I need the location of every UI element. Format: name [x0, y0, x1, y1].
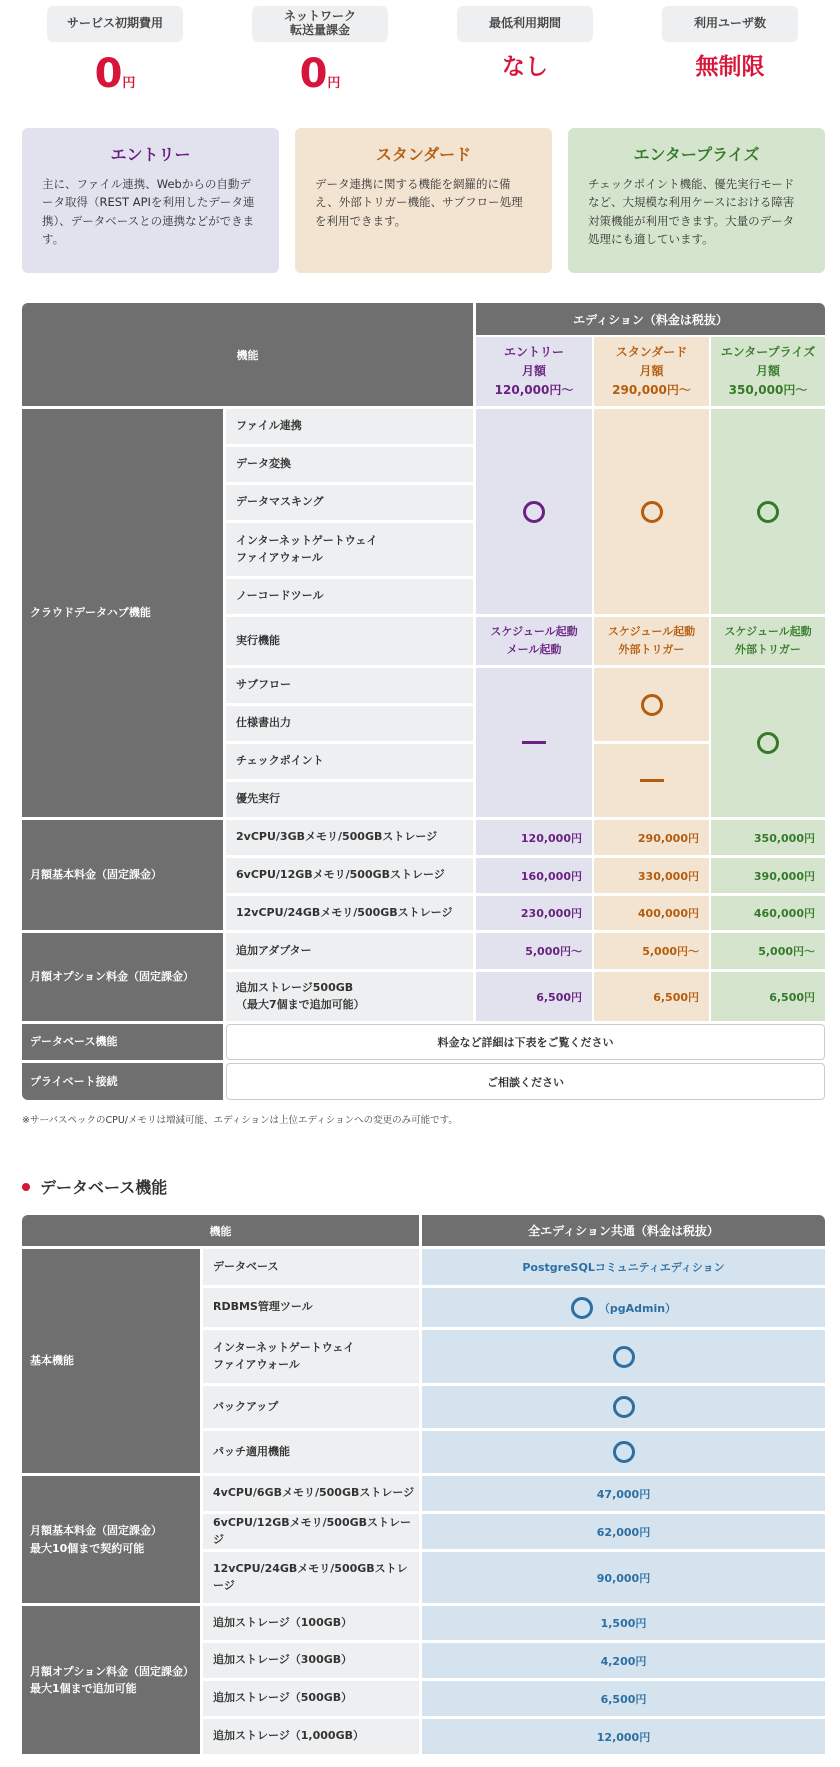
spec-row: 12vCPU/24GBメモリ/500GBストレージ	[226, 896, 473, 930]
basic-row: バックアップ	[203, 1386, 419, 1428]
stat-value: 0円	[299, 51, 341, 97]
basic-row: データベース	[203, 1249, 419, 1285]
stat-label: サービス初期費用	[47, 6, 183, 42]
basic-row: インターネットゲートウェイ ファイアウォール	[203, 1330, 419, 1383]
stat-label: 利用ユーザ数	[662, 6, 798, 42]
price-cell: 160,000円	[476, 858, 592, 893]
price-cell: 90,000円	[422, 1552, 825, 1603]
card-title: エントリー	[110, 145, 191, 164]
stat-label: 最低利用期間	[457, 6, 593, 42]
edition-name: エンタープライズ	[720, 344, 816, 359]
edition-name: スタンダード	[615, 344, 688, 359]
available-circle-icon	[613, 1396, 635, 1418]
price-cell: 5,000円〜	[711, 933, 825, 969]
edition-monthly: 月額	[639, 363, 664, 378]
price-cell: 6,500円	[476, 972, 592, 1021]
feature-row: 仕様書出力	[226, 706, 473, 741]
price-cell: 350,000円	[711, 820, 825, 855]
price-cell: 12,000円	[422, 1719, 825, 1754]
price-cell: 5,000円〜	[594, 933, 709, 969]
group-option-fee: 月額オプション料金（固定課金）	[22, 933, 223, 1021]
card-description: 主に、ファイル連携、Webからの自動データ取得（REST APIを利用したデータ連携）、データベースとの連携などができます。	[42, 177, 255, 247]
price-cell: 290,000円	[594, 820, 709, 855]
basic-row: パッチ適用機能	[203, 1431, 419, 1473]
option-row: 追加アダプター	[226, 933, 473, 969]
price-cell: 390,000円	[711, 858, 825, 893]
price-cell: 400,000円	[594, 896, 709, 930]
price-cell: 120,000円	[476, 820, 592, 855]
price-cell: 330,000円	[594, 858, 709, 893]
price-cell: 230,000円	[476, 896, 592, 930]
edition-name: エントリー	[503, 344, 564, 359]
spec-row: 12vCPU/24GBメモリ/500GBストレージ	[203, 1552, 419, 1603]
edition-monthly: 月額	[521, 363, 546, 378]
available-circle-icon	[613, 1441, 635, 1463]
spec-row: 6vCPU/12GBメモリ/500GBストレージ	[226, 858, 473, 893]
option-row: 追加ストレージ（1,000GB）	[203, 1719, 419, 1754]
gateway-support	[422, 1330, 825, 1383]
feature-row: チェックポイント	[226, 744, 473, 779]
stat-value: 0円	[94, 51, 136, 97]
exec-entry: スケジュール起動 メール起動	[476, 617, 592, 665]
card-description: データ連携に関する機能を網羅的に備え、外部トリガー機能、サブフロー処理を利用できます。	[315, 177, 523, 228]
stat-value: なし	[502, 54, 548, 80]
price-cell: 460,000円	[711, 896, 825, 930]
feature-row: データ変換	[226, 447, 473, 482]
edition-header: エディション（料金は税抜）	[476, 303, 825, 335]
feature-row: ファイル連携	[226, 409, 473, 444]
spec-row: 4vCPU/6GBメモリ/500GBストレージ	[203, 1476, 419, 1511]
feature-row: サブフロー	[226, 668, 473, 703]
price-cell: 62,000円	[422, 1514, 825, 1549]
price-cell: 6,500円	[711, 972, 825, 1021]
edition-price: 350,000円〜	[728, 383, 808, 398]
group-cloud-data-hub: クラウドデータハブ機能	[22, 409, 223, 817]
db-common-header: 全エディション共通（料金は税抜）	[422, 1215, 825, 1246]
feature-header: 機能	[22, 303, 473, 406]
option-row: 追加ストレージ500GB （最大7個まで追加可能）	[226, 972, 473, 1021]
db-engine: PostgreSQLコミュニティエディション	[422, 1249, 825, 1285]
private-connection-label: プライベート接続	[22, 1063, 223, 1100]
group-basic: 基本機能	[22, 1249, 200, 1473]
option-row: 追加ストレージ（500GB）	[203, 1681, 419, 1716]
basic-row: RDBMS管理ツール	[203, 1288, 419, 1327]
card-title: エンタープライズ	[633, 145, 760, 164]
backup-support	[422, 1386, 825, 1428]
price-cell: 6,500円	[422, 1681, 825, 1716]
patch-support	[422, 1431, 825, 1473]
exec-standard: スケジュール起動 外部トリガー	[594, 617, 709, 665]
price-cell: 47,000円	[422, 1476, 825, 1511]
price-cell: 1,500円	[422, 1606, 825, 1640]
price-cell: 4,200円	[422, 1643, 825, 1678]
card-description: チェックポイント機能、優先実行モードなど、大規模な利用ケースにおける障害対策機能が利用できます。大量のデータ処理にも適しています。	[588, 177, 795, 247]
available-circle-icon	[613, 1346, 635, 1368]
section-title-text: データベース機能	[40, 1178, 168, 1197]
stat-label: ネットワーク 転送量課金	[252, 6, 388, 42]
price-cell: 5,000円〜	[476, 933, 592, 969]
feature-row: ノーコードツール	[226, 579, 473, 614]
group-db-option: 月額オプション料金（固定課金） 最大1個まで追加可能	[22, 1606, 200, 1754]
feature-row: インターネットゲートウェイ ファイアウォール	[226, 523, 473, 576]
price-cell: 6,500円	[594, 972, 709, 1021]
rdbms-tool-support	[422, 1288, 825, 1327]
db-feature-label: データベース機能	[22, 1024, 223, 1060]
card-title: スタンダード	[375, 145, 472, 164]
edition-price: 120,000円〜	[494, 383, 574, 398]
available-circle-icon	[571, 1297, 593, 1319]
feature-row: データマスキング	[226, 485, 473, 520]
edition-price: 290,000円〜	[612, 383, 691, 398]
spec-row: 2vCPU/3GBメモリ/500GBストレージ	[226, 820, 473, 855]
stat-value: 無制限	[695, 54, 765, 80]
db-feature-value: 料金など詳細は下表をご覧ください	[226, 1024, 825, 1060]
feature-row: 優先実行	[226, 782, 473, 817]
db-feature-header: 機能	[22, 1215, 419, 1246]
edition-monthly: 月額	[755, 363, 780, 378]
private-connection-value: ご相談ください	[226, 1063, 825, 1100]
group-monthly-fee: 月額基本料金（固定課金）	[22, 820, 223, 930]
spec-row: 6vCPU/12GBメモリ/500GBストレージ	[203, 1514, 419, 1549]
option-row: 追加ストレージ（300GB）	[203, 1643, 419, 1678]
footnote: ※サーバスペックのCPU/メモリは増減可能、エディションは上位エディションへの変更のみ可能です。	[22, 1115, 458, 1126]
pgadmin-label: （pgAdmin）	[598, 1301, 677, 1315]
option-row: 追加ストレージ（100GB）	[203, 1606, 419, 1640]
group-db-monthly: 月額基本料金（固定課金） 最大10個まで契約可能	[22, 1476, 200, 1603]
feature-row: 実行機能	[226, 617, 473, 665]
exec-enterprise: スケジュール起動 外部トリガー	[711, 617, 825, 665]
